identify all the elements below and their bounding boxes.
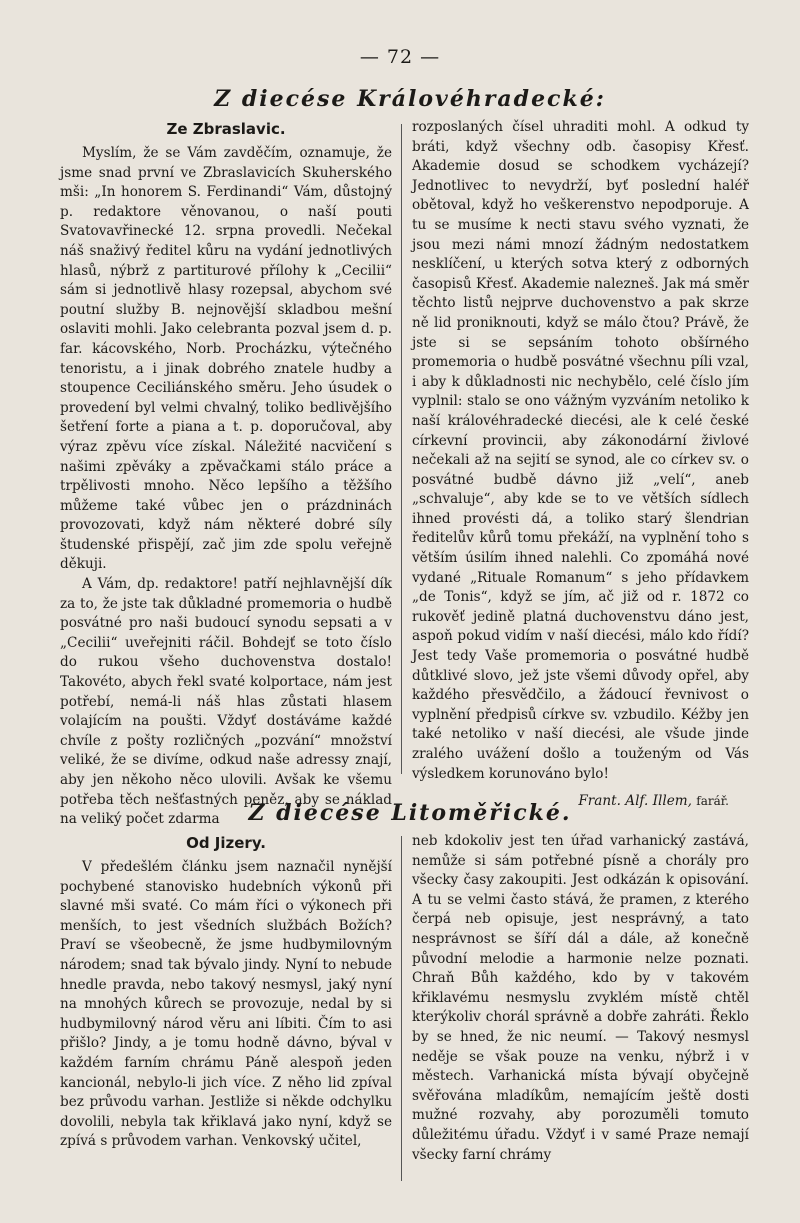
section-heading-kralovehradecke: Z diecése Královéhradecké:: [214, 86, 606, 112]
paragraph: V předešlém článku jsem naznačil nynější pochybené stanovisko hudebních výkonů při slavné mši svaté. Co mám říci o výkonech při menších, to jest všedních službách Božích? Praví se všeobecně, že jsme hudbymilovným národem; snad tak bývalo jindy. Nyní to nebude hnedle pravda, nebo takový nesmysl, jaký nyní na mnohých kůrech se provozuje, nedal by si hudbymilovný národ věru ani líbiti. Čím to asi přišlo? Jindy, a je tomu hodně dávno, býval v každém farním chrámu Páně alespoň jeden kancionál, nebylo-li jich více. Z něho lid zpíval bez průvodu varhan. Jestliže si někde odchylku dovolili, nebyla tak křiklavá jako nyní, když se zpívá s průvodem varhan. Venkovský učitel,: [60, 859, 392, 1150]
column-divider: [401, 836, 402, 1181]
column-3: [60, 832, 392, 1152]
subheading-od-jizery: Od Jizery.: [186, 834, 266, 852]
column-4: [412, 832, 749, 1165]
column-2: [412, 118, 749, 812]
paragraph: neb kdokoliv jest ten úřad varhanický zastává, nemůže si sám potřebné písně a chorály pro všecky časy zakoupiti. Jest odkázán k opisování. A tu se velmi často stává, že pramen, z kterého čerpá neb opisuje, jest nesprávný, a tato nesprávnost se šíří dál a dále, až konečně původní melodie a harmonie nelze poznati. Chraň Bůh každého, kdo by v takovém křiklavému nesmyslu zvyklém místě chtěl kterýkoliv chorál správně a dobře zahráti. Řeklo by se hned, že nic neumí. — Takový nesmysl neděje se však pouze na venku, nýbrž i v městech. Varhanická místa bývají obyčejně svěřována mladíkům, nemajícím ještě dosti mužné rozvahy, aby porozuměli tomuto důležitému úřadu. Vždyť i v samé Praze nemají všecky farní chrámy: [412, 833, 749, 1163]
signature-name: Frant. Alf. Illem,: [578, 793, 692, 810]
column-divider: [401, 124, 402, 774]
subheading-zbraslavic: Ze Zbraslavic.: [166, 120, 286, 138]
signature-role: farář.: [696, 794, 729, 809]
page-number: — 72 —: [359, 46, 441, 68]
section-heading-litomericke: Z diecése Litoměřické.: [248, 800, 572, 826]
paragraph: A Vám, dp. redaktore! patří nejhlavnější dík za to, že jste tak důkladné promemoria o hudbě posvátné pro naši budoucí synodu sepsati a v „Cecilii“ uveřejniti ráčil. Bohdejť se toto číslo do rukou všeho duchovenstva dostalo! Takovéto, abych řekl svaté kolportace, nám jest potřebí, nemá-li náš hlas zůstati hlasem volajícím na poušti. Vždyť dostáváme každé chvíle z pošty rozličných „pozvání“ množství veliké, že se divíme, odkud naše adressy znají, aby jen někoho něco ulovili. Avšak ke všemu potřeba těch nešťastných peněz, aby se náklad na veliký počet zdarma: [60, 576, 392, 828]
paragraph: rozposlaných čísel uhraditi mohl. A odkud ty bráti, když všechny odb. časopisy Křesť. Akademie dosud se schodkem vycházejí? Jednotlivec to nevydrží, byť poslední haléř obětoval, když ho veškerenstvo nepodporuje. A tu se musíme k necti stavu svého vyznati, že jsou mezi námi mnozí žádným nedostatkem nesklíčení, u kterých sotva který z odborných časopisů Křesť. Akademie nalezneš. Jak má směr těchto listů nejprve duchovenstvo a pak skrze ně lid proniknouti, když se málo čtou? Právě, že jste si se sepsáním tohoto obšírného promemoria o hudbě posvátné všechnu píli vzal, i aby k důkladnosti nic nechybělo, celé číslo jím vyplnil: stalo se ono vážným vyzváním netoliko k naší královéhradecké diecési, ale k celé české církevní provincii, aby zákonodární živlové nečekali až na sejití se synod, ale co církev sv. o posvátné budbě dávno již „velí“, aneb „schvaluje“, aby kde se to ve větších sídlech ihned provésti dá, a toliko starý šlendrian ředitelův kůrů tomu překáží, na vyplnění toho s větším úsilím ihned nalehli. Co zpomáhá nové vydané „Rituale Romanum“ s jeho přídavkem „de Tonis“, když se jím, ač již od r. 1872 co rukověť jedině platná duchovenstvu dáno jest, aspoň pokud vidím v naší diecési, málo kdo řídí? Jest tedy Vaše promemoria o posvátné hudbě důtklivé slovo, jež jste všemi důvody opřel, aby každého přesvědčilo, a žádoucí řevnivost o vyplnění předpisů církve sv. vzbudilo. Kéžby jen také netoliko v naší diecési, ale všude jinde zralého uvážení došlo a touženým od Vás výsledkem korunováno bylo!: [412, 119, 749, 782]
column-1: [60, 118, 392, 830]
paragraph: Myslím, že se Vám zavděčím, oznamuje, že jsme snad první ve Zbraslavicích Skuherského mši: „In honorem S. Ferdinandi“ Vám, důstojný p. redaktore věnovanou, o naší pouti Svatovavřinecké 12. srpna provedli. Nečekal náš snaživý ředitel kůru na vydání jednotlivých hlasů, nýbrž z partiturové přílohy k „Cecilii“ sám si jednotlivě hlasy rozepsal, abychom své poutní služby B. nejnovější skladbou mešní oslaviti mohli. Jako celebranta pozval jsem d. p. far. kácovského, Norb. Procházku, výtečného tenoristu, a i jinak dobrého znatele hudby a stoupence Ceciliánského směru. Jeho úsudek o provedení byl velmi chvalný, toliko bedlivějšího šetření forte a piana a t. p. doporučoval, aby výraz zpěvu více získal. Náležité nacvičení s našimi zpěváky a zpěvačkami stálo práce a trpělivosti mnoho. Něco lepšího a těžšího můžeme také vůbec jen o prázdninách provozovati, když nám některé dobré síly študenské přispějí, zač jim zde spolu veřejně děkuji.: [60, 145, 392, 573]
